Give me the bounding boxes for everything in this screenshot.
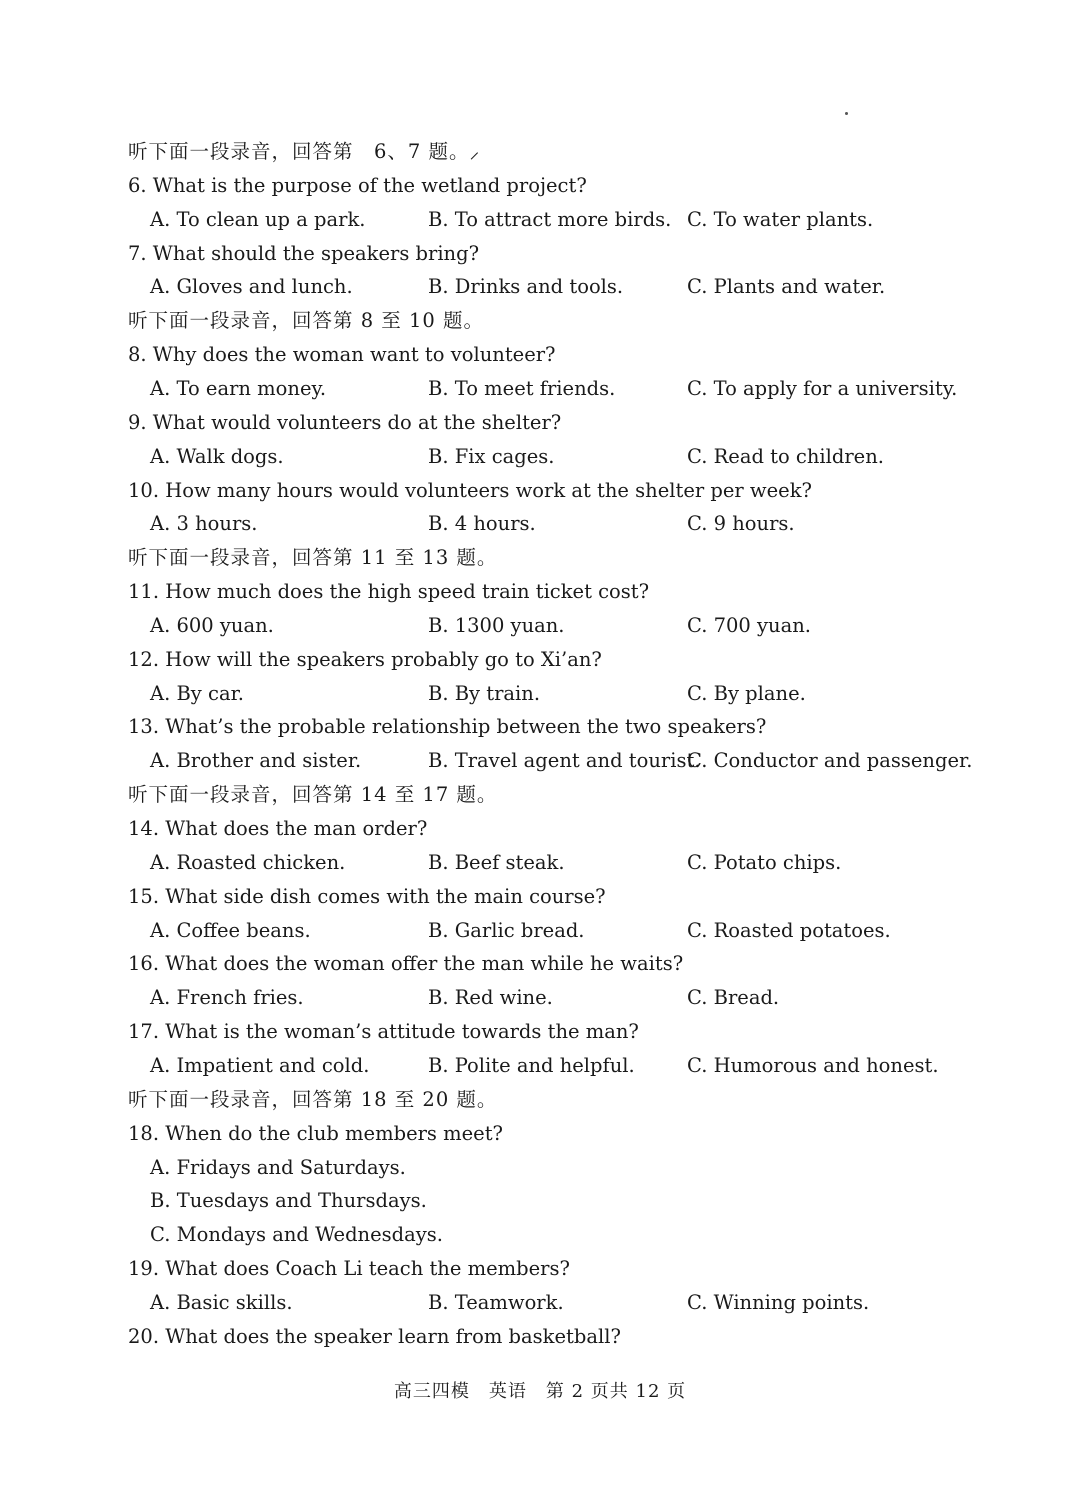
option-b: B. 4 hours. [428, 512, 536, 536]
option-a: A. Brother and sister. [150, 749, 362, 773]
option-c: C. To apply for a university. [687, 376, 958, 400]
option-b: B. 1300 yuan. [428, 613, 565, 637]
option-a: A. Gloves and lunch. [150, 275, 353, 299]
question: 10. How many hours would volunteers work at the shelter per week? [128, 478, 812, 502]
option-c: C. Potato chips. [687, 850, 842, 874]
option-b: B. Fix cages. [428, 444, 555, 468]
option-c: C. 9 hours. [687, 512, 795, 536]
option-a: A. By car. [150, 681, 244, 705]
option-c: C. Plants and water. [687, 275, 886, 299]
option-a: A. To earn money. [150, 376, 327, 400]
option-c: C. Humorous and honest. [687, 1053, 939, 1077]
option-c: C. To water plants. [687, 207, 874, 231]
question: 14. What does the man order? [128, 817, 428, 840]
option-b: B. Travel agent and tourist. [428, 749, 701, 773]
option-a: A. French fries. [150, 986, 304, 1010]
option-c: C. Conductor and passenger. [687, 749, 973, 773]
question: 17. What is the woman’s attitude towards the man? [128, 1020, 639, 1044]
question: 13. What’s the probable relationship between the two speakers? [128, 715, 767, 739]
option-b: B. Red wine. [428, 986, 553, 1010]
question: 20. What does the speaker learn from basketball? [128, 1324, 621, 1348]
question: 16. What does the woman offer the man while he waits? [128, 952, 684, 976]
option-a: A. Roasted chicken. [150, 850, 346, 874]
question: 6. What is the purpose of the wetland project? [128, 173, 587, 197]
option-line: C. Mondays and Wednesdays. [150, 1223, 443, 1247]
scan-speck [845, 112, 848, 115]
option-c: C. By plane. [687, 681, 806, 705]
option-c: C. 700 yuan. [687, 613, 811, 637]
option-b: B. To meet friends. [428, 376, 616, 400]
option-a: A. Impatient and cold. [150, 1053, 370, 1077]
section-heading: 听下面一段录音，回答第 18 至 20 题。 [128, 1087, 498, 1111]
question: 19. What does Coach Li teach the members? [128, 1257, 570, 1281]
option-b: B. Garlic bread. [428, 918, 585, 942]
option-b: B. Drinks and tools. [428, 275, 624, 299]
question: 7. What should the speakers bring? [128, 241, 480, 265]
option-line: A. Fridays and Saturdays. [150, 1155, 406, 1179]
option-a: A. Coffee beans. [150, 918, 311, 942]
section-heading: 听下面一段录音，回答第 11 至 13 题。 [128, 546, 498, 570]
option-a: A. To clean up a park. [150, 207, 366, 231]
page-footer: 高三四模 英语 第 2 页共 12 页 [393, 1381, 687, 1402]
option-line: B. Tuesdays and Thursdays. [150, 1189, 427, 1213]
option-b: B. To attract more birds. [428, 207, 672, 231]
option-c: C. Winning points. [687, 1290, 870, 1314]
section-heading: 听下面一段录音，回答第 14 至 17 题。 [128, 783, 498, 807]
option-a: A. Walk dogs. [150, 444, 284, 468]
question: 18. When do the club members meet? [128, 1121, 503, 1145]
question: 12. How will the speakers probably go to Xi’an? [128, 647, 602, 671]
option-c: C. Roasted potatoes. [687, 918, 891, 942]
question: 15. What side dish comes with the main course? [128, 884, 606, 908]
option-b: B. Beef steak. [428, 850, 565, 874]
question: 11. How much does the high speed train ticket cost? [128, 580, 650, 604]
option-c: C. Bread. [687, 986, 780, 1010]
question: 8. Why does the woman want to volunteer? [128, 343, 556, 367]
option-a: A. 3 hours. [150, 512, 258, 536]
option-a: A. 600 yuan. [150, 613, 274, 637]
option-b: B. Polite and helpful. [428, 1053, 635, 1077]
option-b: B. By train. [428, 681, 541, 705]
question: 9. What would volunteers do at the shelter? [128, 410, 562, 434]
option-a: A. Basic skills. [150, 1290, 293, 1314]
section-heading: 听下面一段录音，回答第 6、7 题。⸝ [128, 140, 481, 163]
option-b: B. Teamwork. [428, 1290, 564, 1314]
section-heading: 听下面一段录音，回答第 8 至 10 题。 [128, 309, 485, 333]
option-c: C. Read to children. [687, 444, 884, 468]
